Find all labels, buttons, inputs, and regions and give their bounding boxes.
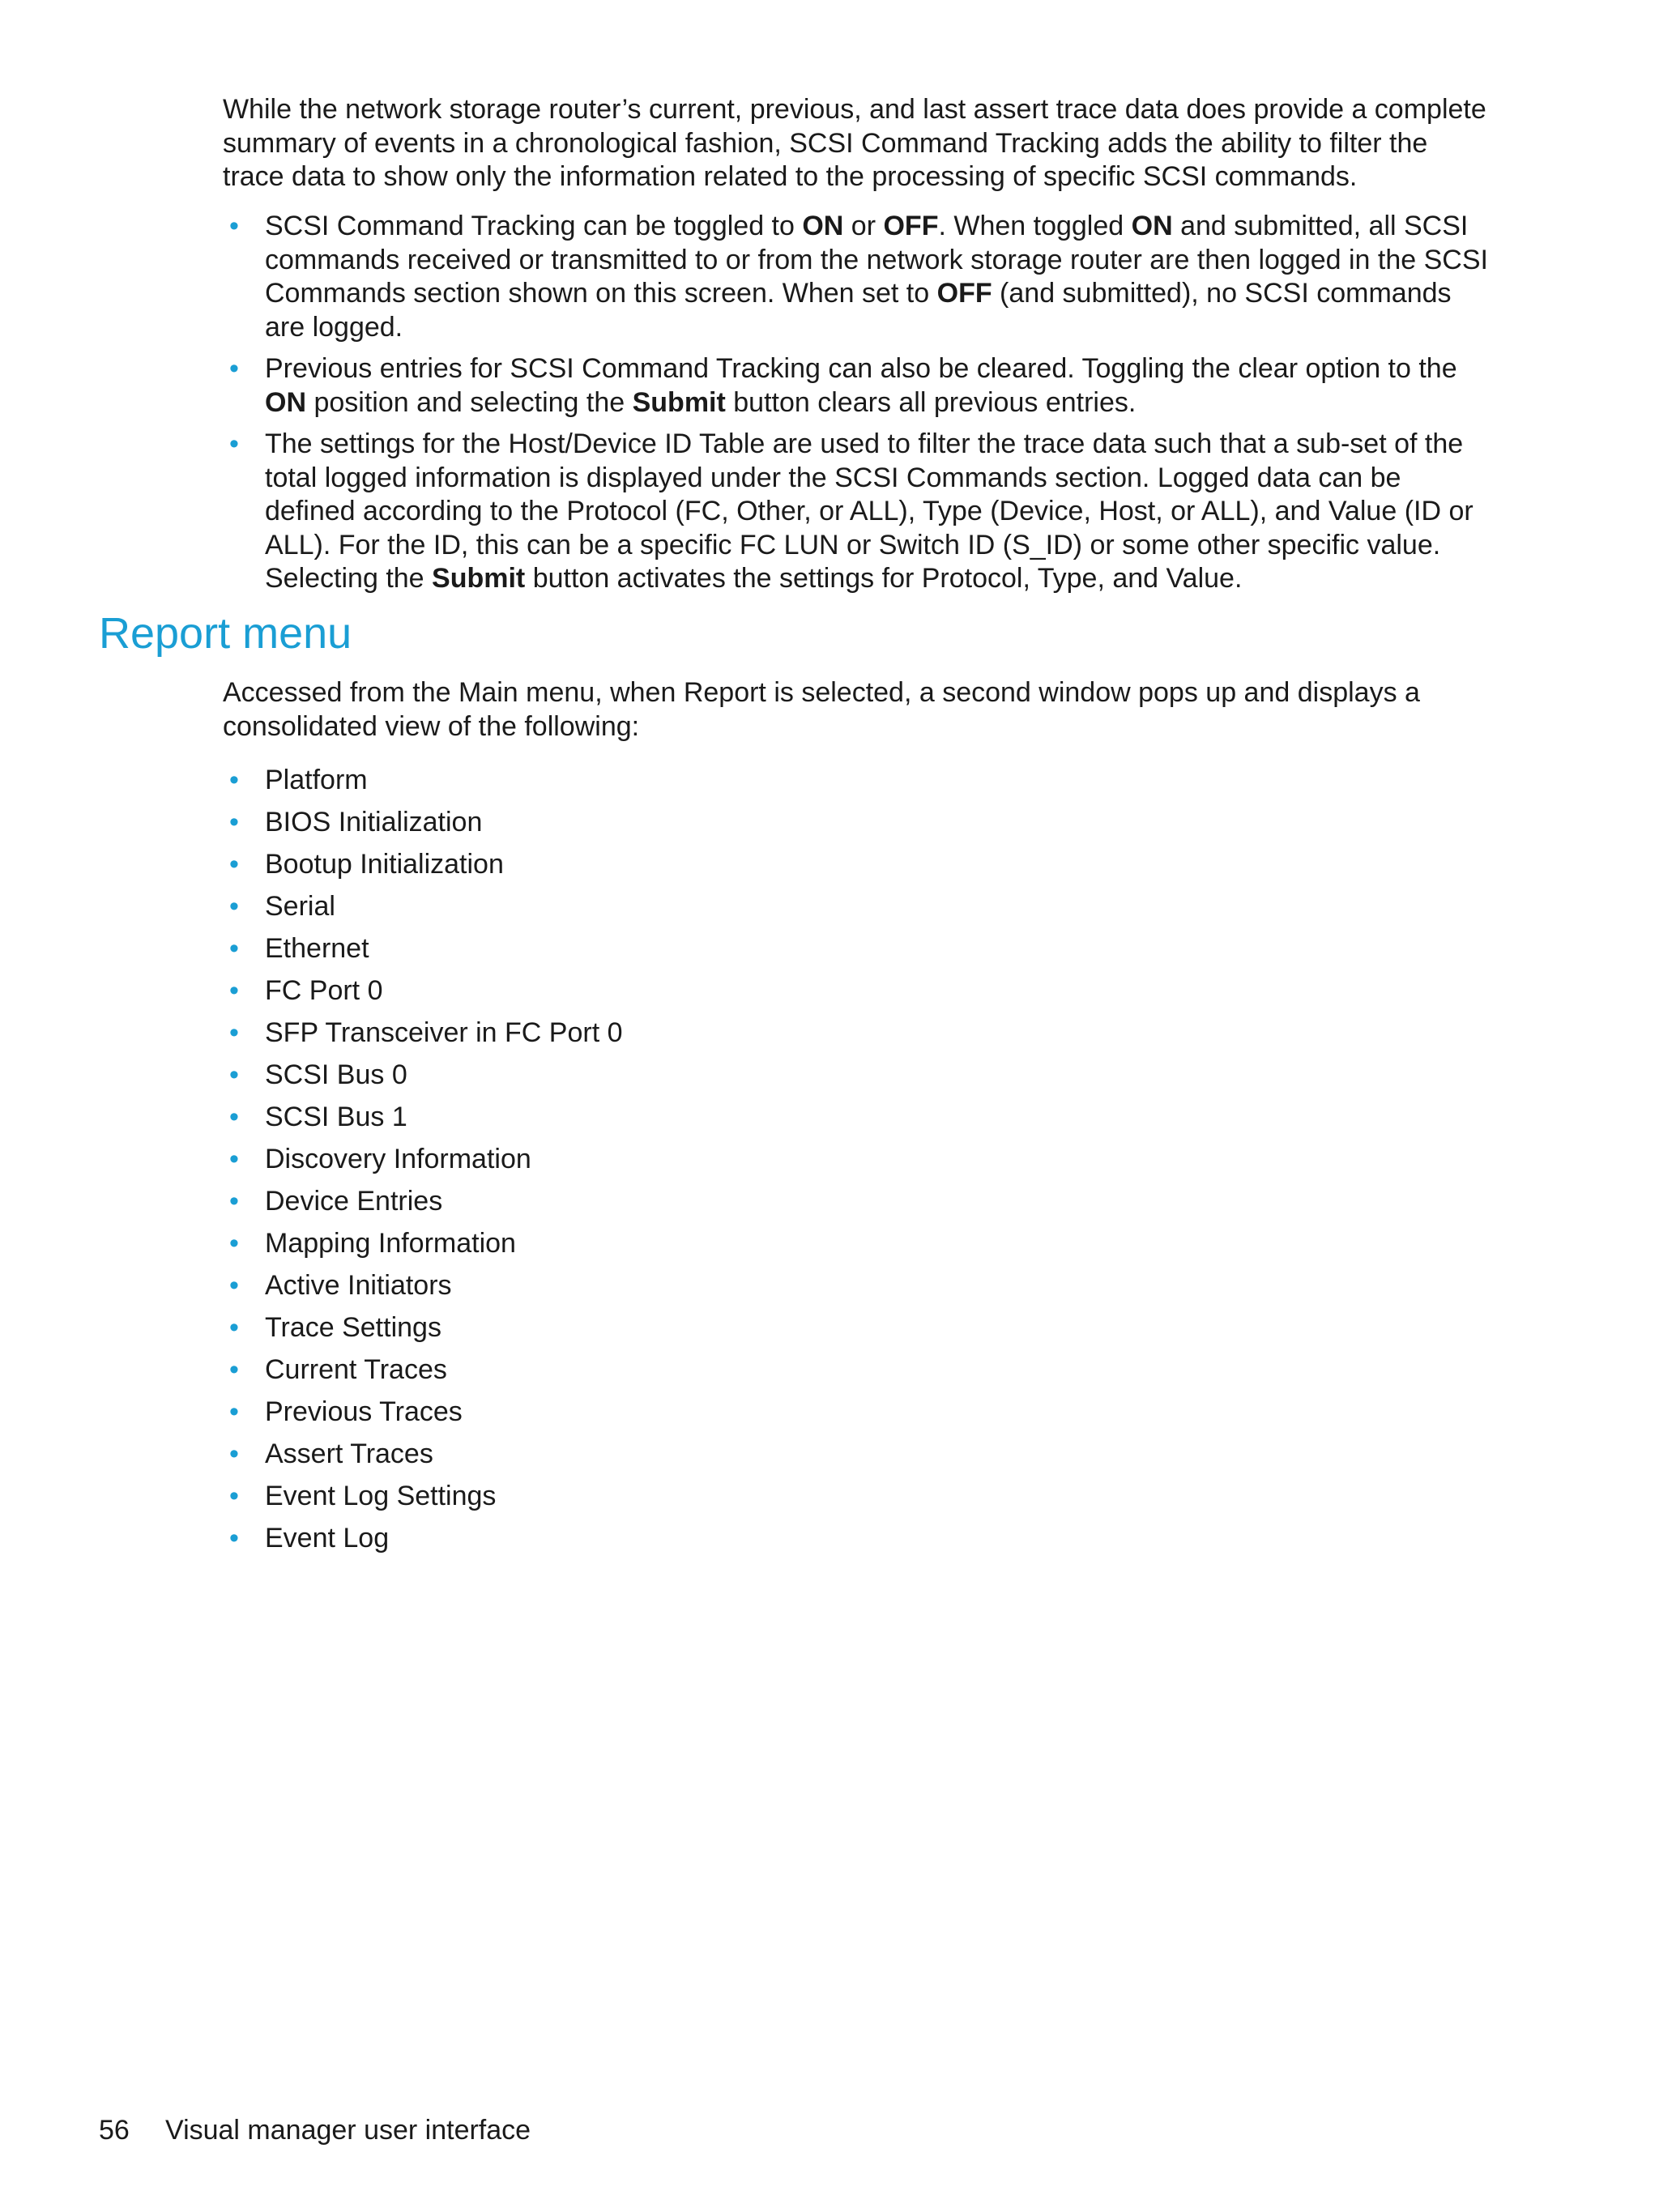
bullet-icon: • — [229, 353, 239, 384]
report-list-item — [223, 801, 1495, 843]
report-item-label: SCSI Bus 1 — [265, 1102, 407, 1132]
report-list-item — [223, 970, 1495, 1012]
bullet-icon: • — [229, 765, 239, 795]
footer-section-title: Visual manager user interface — [165, 2115, 531, 2146]
report-items-list — [223, 759, 1495, 1559]
report-list-item — [223, 1138, 1495, 1180]
report-list-item — [223, 843, 1495, 885]
bullet-icon: • — [229, 1017, 239, 1048]
report-list-item — [223, 1433, 1495, 1475]
bullet-icon: • — [229, 1144, 239, 1174]
report-list-item — [223, 1349, 1495, 1391]
report-list-item — [223, 759, 1495, 801]
bullet-text: Previous entries for SCSI Command Tracking can also be cleared. Toggling the clear option to the ON position and selecting the Submit button clears all previous entries. — [265, 353, 1457, 418]
bullet-text: SCSI Command Tracking can be toggled to ON or OFF. When toggled ON and submitted, all SCSI commands received or transmitted to or from the network storage router are then logged in the SCSI Commands section shown on this screen. When set to OFF (and submitted), no SCSI commands are logged. — [265, 211, 1488, 343]
report-item-label: Serial — [265, 891, 335, 922]
report-intro-paragraph: Accessed from the Main menu, when Report is selected, a second window pops up and displays a consolidated view of the following: — [223, 677, 1420, 742]
report-list-item — [223, 1517, 1495, 1559]
intro-paragraph: While the network storage router’s current, previous, and last assert trace data does provide a complete summary of events in a chronological fashion, SCSI Command Tracking adds the ability to filter the trace data to show only the information related to the processing of specific SCSI commands. — [223, 94, 1486, 192]
report-item-label: Bootup Initialization — [265, 849, 504, 880]
bullet-icon: • — [229, 1270, 239, 1301]
bullet-icon: • — [229, 1312, 239, 1343]
bullet-icon: • — [229, 1354, 239, 1385]
bullet-icon: • — [229, 428, 239, 459]
bullet-icon: • — [229, 1438, 239, 1469]
report-item-label: Previous Traces — [265, 1396, 463, 1427]
bullet-icon: • — [229, 1186, 239, 1217]
report-list-item — [223, 1391, 1495, 1433]
report-item-label: Device Entries — [265, 1186, 443, 1217]
report-item-label: SFP Transceiver in FC Port 0 — [265, 1017, 623, 1048]
bullet-icon: • — [229, 1102, 239, 1132]
report-list-item — [223, 1054, 1495, 1096]
report-item-label: Mapping Information — [265, 1228, 516, 1259]
report-item-label: Platform — [265, 765, 368, 795]
report-list-item — [223, 885, 1495, 927]
bullet-icon: • — [229, 1523, 239, 1554]
bullet-icon: • — [229, 933, 239, 964]
report-list-item — [223, 1222, 1495, 1264]
report-list-item — [223, 1012, 1495, 1054]
report-item-label: BIOS Initialization — [265, 807, 483, 837]
report-item-label: FC Port 0 — [265, 975, 383, 1006]
bullet-text: The settings for the Host/Device ID Table are used to filter the trace data such that a sub-set of the total logged information is displayed under the SCSI Commands section. Logged data can be defined according to the Protocol (FC, Other, or ALL), Type (Device, Host, or ALL), and Value (ID or ALL). For the ID, this can be a specific FC LUN or Switch ID (S_ID) or some other specific value. Selecting the Submit button activates the settings for Protocol, Type, and Value. — [265, 428, 1473, 594]
report-list-item — [223, 1306, 1495, 1349]
report-item-label: Event Log — [265, 1523, 390, 1554]
page-number: 56 — [99, 2115, 130, 2146]
bullet-icon: • — [229, 1059, 239, 1090]
list-item — [223, 428, 1495, 596]
bullet-icon: • — [229, 807, 239, 837]
report-list-item — [223, 1180, 1495, 1222]
list-item — [223, 352, 1495, 420]
report-list-item — [223, 927, 1495, 970]
report-item-label: Ethernet — [265, 933, 369, 964]
report-item-label: Assert Traces — [265, 1438, 433, 1469]
section-heading: Report menu — [99, 609, 352, 658]
bullet-icon: • — [229, 1396, 239, 1427]
bullet-icon: • — [229, 1481, 239, 1511]
report-item-label: Current Traces — [265, 1354, 447, 1385]
report-list-item — [223, 1475, 1495, 1517]
report-item-label: Trace Settings — [265, 1312, 441, 1343]
bullet-icon: • — [229, 211, 239, 241]
report-item-label: SCSI Bus 0 — [265, 1059, 407, 1090]
report-item-label: Active Initiators — [265, 1270, 452, 1301]
list-item — [223, 210, 1495, 344]
page-footer — [99, 2112, 531, 2148]
bullet-icon: • — [229, 975, 239, 1006]
report-list-item — [223, 1096, 1495, 1138]
tracking-bullet-list — [223, 210, 1495, 604]
report-item-label: Discovery Information — [265, 1144, 531, 1174]
report-list-item — [223, 1264, 1495, 1306]
bullet-icon: • — [229, 1228, 239, 1259]
bullet-icon: • — [229, 849, 239, 880]
bullet-icon: • — [229, 891, 239, 922]
report-item-label: Event Log Settings — [265, 1481, 497, 1511]
